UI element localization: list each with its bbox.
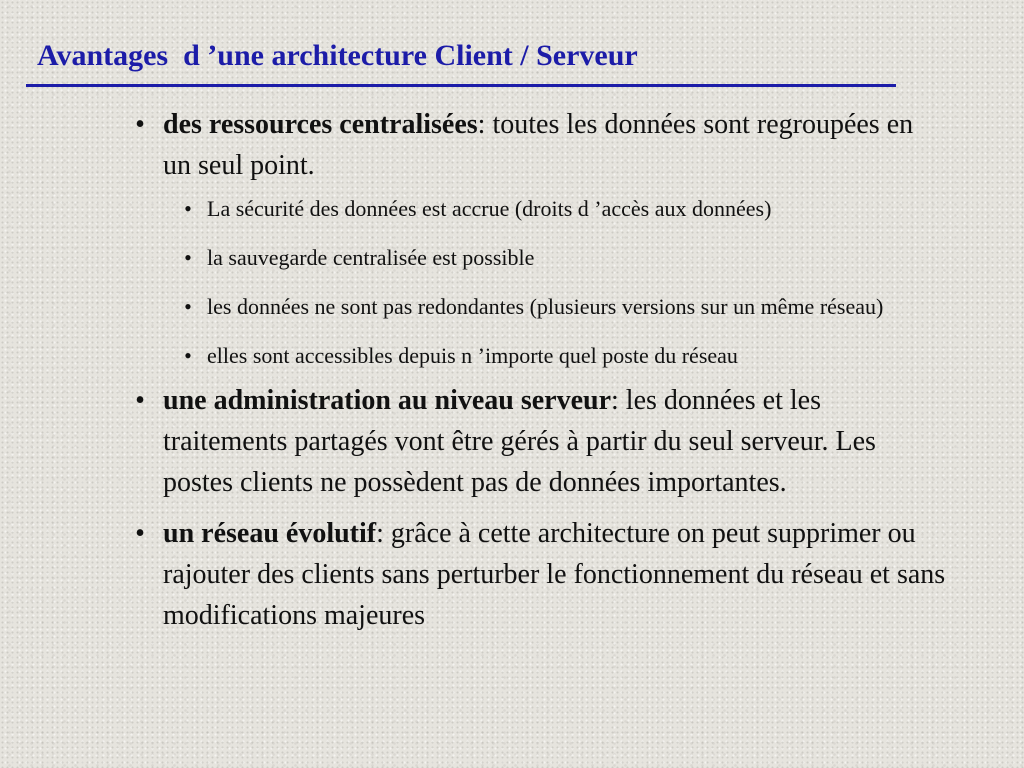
bullet-icon: • [135,385,145,416]
bullet-point-scalable-network [130,513,953,636]
sub-bullet-text: les données ne sont pas redondantes (plusieurs versions sur un même réseau) [207,294,884,319]
slide-title: Avantages d ’une architecture Client / Serveur [37,39,638,72]
sub-bullet-accessibility [180,339,967,372]
bullet-lead-text: une administration au niveau serveur [163,385,612,416]
sub-bullet-redundancy [180,290,937,323]
sub-bullet-security [180,192,967,225]
sub-bullet-icon: • [184,245,192,270]
bullet-lead-text: des ressources centralisées [163,109,478,140]
sub-bullet-list [130,192,960,372]
bullet-point-server-administration [130,380,923,503]
bullet-lead-text: un réseau évolutif [163,518,377,549]
bullet-list [130,104,960,636]
sub-bullet-icon: • [184,196,192,221]
sub-bullet-icon: • [184,294,192,319]
sub-bullet-text: La sécurité des données est accrue (droits d ’accès aux données) [207,196,772,221]
sub-bullet-icon: • [184,343,192,368]
bullet-body-text: : toutes les données sont regroupées en un seul point. [163,109,914,181]
bullet-body-text: : grâce à cette architecture on peut supprimer ou rajouter des clients sans perturber le fonctionnement du réseau et sans modifications majeures [163,518,946,631]
bullet-body-text: : les données et les traitements partagés vont être gérés à partir du seul serveur. Les postes clients ne possèdent pas de données importantes. [163,385,876,498]
sub-bullet-text: la sauvegarde centralisée est possible [207,245,535,270]
bullet-icon: • [135,518,145,549]
bullet-point-centralized-resources [130,104,923,186]
sub-bullet-text: elles sont accessibles depuis n ’importe quel poste du réseau [207,343,738,368]
sub-bullet-backup [180,241,967,274]
title-underline [26,84,896,87]
bullet-icon: • [135,109,145,140]
